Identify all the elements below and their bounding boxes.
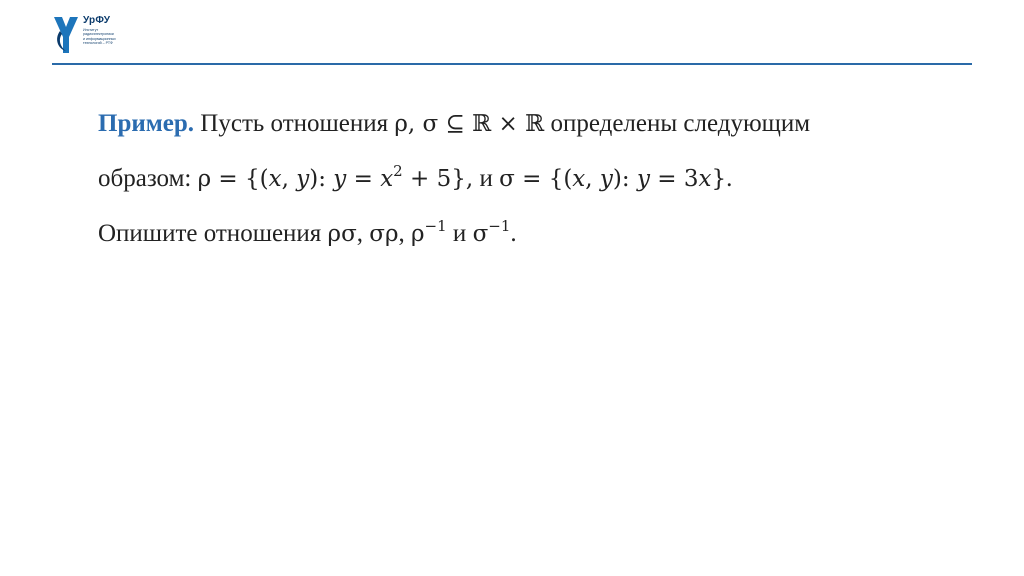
math-rho-definition: [197, 162, 474, 192]
text: образом:: [98, 165, 198, 192]
math-part: σ = {(: [499, 166, 573, 192]
math-var: x: [268, 166, 282, 192]
math-var: x: [698, 166, 712, 192]
logo-sub-line: Институт: [83, 28, 99, 32]
math-rho-inverse: [411, 217, 447, 247]
text: ,: [398, 220, 412, 247]
math-composition-sigma-rho: σρ: [369, 221, 399, 247]
math-exponent: −1: [488, 217, 511, 235]
math-exponent: −1: [424, 217, 447, 235]
urfu-logo: [52, 13, 142, 59]
header-divider: [52, 63, 972, 65]
math-exponent: 2: [393, 162, 403, 180]
math-var: y: [636, 166, 650, 192]
problem-line-1: [98, 110, 810, 138]
math-part: }: [711, 166, 727, 192]
example-label: Пример.: [98, 110, 195, 137]
math-relations-domain: ρ, σ ⊆ ℝ × ℝ: [394, 111, 545, 137]
text: Опишите отношения: [98, 220, 328, 247]
problem-line-3: [98, 217, 517, 248]
math-var: y: [599, 166, 613, 192]
logo-name: УрФУ: [83, 15, 111, 26]
logo-sub-line: радиоэлектроники: [83, 32, 114, 37]
math-part: σ: [472, 221, 489, 247]
logo-subtitle: [83, 28, 163, 46]
text: .: [726, 165, 733, 192]
math-var: y: [333, 166, 347, 192]
math-part: + 5},: [402, 166, 474, 192]
logo-sub-line: технологий – РТФ: [83, 41, 113, 46]
text: и: [473, 165, 500, 192]
urfu-logo-icon: [52, 15, 80, 55]
text: ,: [356, 220, 370, 247]
logo-sub-line: и информационных: [83, 36, 116, 41]
math-part: ):: [309, 166, 334, 192]
text: и: [446, 220, 473, 247]
slide-header: [0, 0, 1024, 66]
math-composition-rho-sigma: ρσ: [327, 221, 357, 247]
math-part: =: [346, 166, 381, 192]
math-part: ,: [585, 166, 600, 192]
text: .: [510, 220, 517, 247]
text: определены следующим: [544, 110, 811, 137]
math-part: ):: [612, 166, 637, 192]
math-part: = 3: [649, 166, 699, 192]
text: Пусть отношения: [194, 110, 395, 137]
math-var: x: [572, 166, 586, 192]
problem-line-2: [98, 162, 733, 193]
math-part: ,: [281, 166, 297, 192]
math-sigma-definition: [499, 166, 726, 192]
math-part: ρ = {(: [197, 166, 269, 192]
math-var: y: [296, 166, 310, 192]
math-part: ρ: [411, 221, 425, 247]
math-sigma-inverse: [472, 217, 511, 247]
math-var: x: [380, 166, 394, 192]
